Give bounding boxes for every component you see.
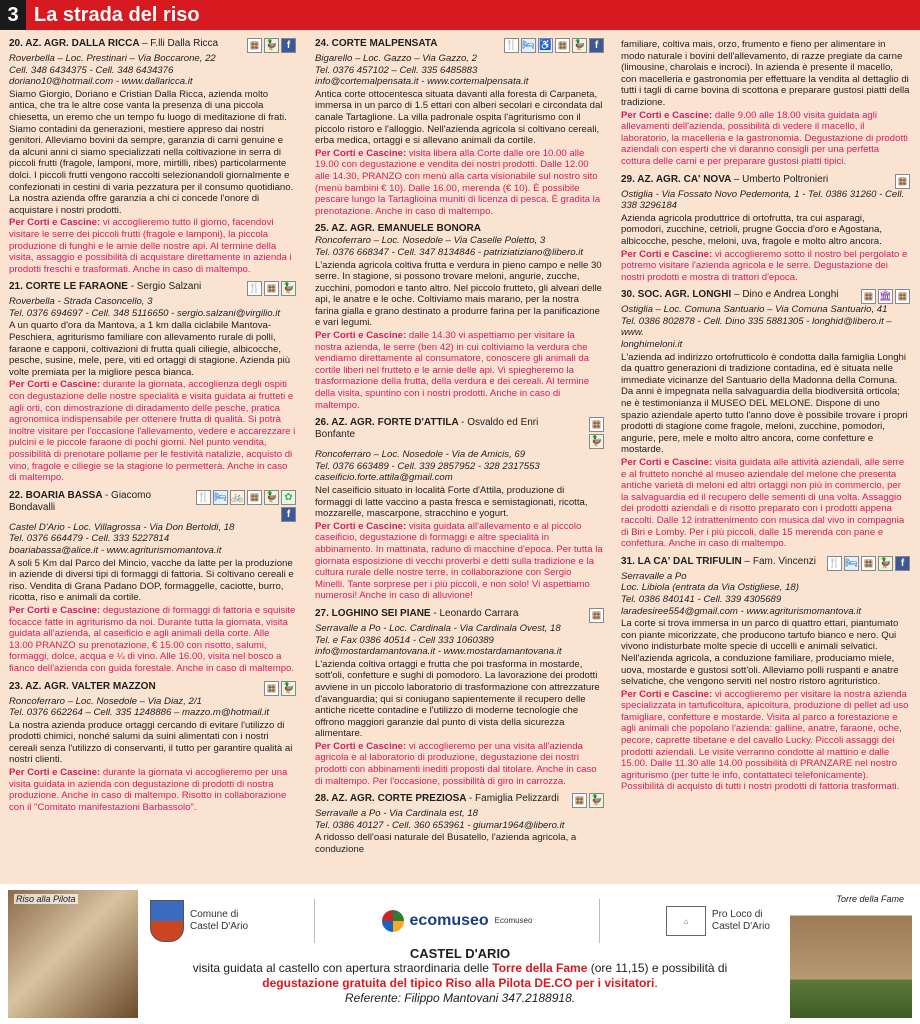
farm-entry <box>315 608 604 787</box>
column-3 <box>621 38 910 878</box>
divider <box>599 899 600 943</box>
farm-description: L'azienda coltiva ortaggi e frutta che poi trasforma in mostarde, sott'oli, confetture e sughi di pomodoro. La lavorazione dei prodotti avviene in un piccolo laboratorio di trasformazione con attrezzature d'avanguardia; qui si coniugano sapientemente il recupero delle antiche ricette contadine e l'utilizzo di moderne tecnologie che offrono maggiori garanzie dal punto di vista della sicurezza alimentare. <box>315 658 600 740</box>
farm-description: La nostra azienda produce ortaggi cercando di evitare l'utilizzo di prodotti chimici, nonché salumi da suini alimentati con i nostri cereali senza l'utilizzo di conservanti, il tutto per garantire qualità ai nostri clienti. <box>9 719 293 766</box>
proloco-label: Pro Loco di Castel D'Ario <box>711 909 770 932</box>
farm-icon: ▦ <box>861 289 876 304</box>
organic-icon: ✿ <box>281 490 296 505</box>
farm-owner: – Dino e Andrea Longhi <box>733 289 839 301</box>
section-number: 3 <box>0 0 26 30</box>
farm-description: Nel caseificio situato in località Forte d'Attila, produzione di formaggi di latte vaccino a pasta fresca e semistagionati, ricotta, mozzarelle, mascarpone, stracchino e yogurt. <box>315 485 588 520</box>
event-program <box>621 249 910 284</box>
farm-address: Roverbella – Loc. Prestinari – Via Boccarone, 22 Cell. 348 6434375 - Cell. 348 6434376 doriano10@hotmail.com - www.dallaricca.it <box>9 53 216 88</box>
farm-entry <box>621 556 910 793</box>
farm-description: A ridosso dell'oasi naturale del Busatello, l'azienda agricola, a conduzione <box>315 832 577 856</box>
farm-name: 24. CORTE MALPENSATA <box>315 38 438 49</box>
facebook-icon[interactable]: f <box>895 556 910 571</box>
farm-icon: ▦ <box>247 38 262 53</box>
farm-address: Ostiglia - Via Fossato Novo Pedemonta, 1 - Tel. 0386 31260 - Cell. 338 3296184 <box>621 188 905 212</box>
farm-name: 28. AZ. AGR. CORTE PREZIOSA <box>315 793 467 805</box>
farm-icon: ▦ <box>589 417 604 432</box>
crest-icon <box>150 900 184 942</box>
farm-icon: ▦ <box>572 793 587 808</box>
entry-header <box>315 608 604 623</box>
event-program-text: dalle 9.00 alle 18.00 visita guidata agli allevamenti dell'azienda, possibilità di vedere il macello, il laboratorio, la macelleria e la gastronomia. Degustazione di prodotti aziendali con esperti che vi daranno consigli per una perfetta cottura delle carni e per preparare gustosi piatti tipici. <box>621 109 908 167</box>
farm-owner: - Giacomo Bondavalli <box>9 489 152 513</box>
duck-icon: 🦆 <box>265 491 278 503</box>
farm-entry <box>315 793 604 855</box>
section-title: La strada del riso <box>34 3 200 26</box>
entry-title <box>315 223 481 235</box>
service-icons <box>827 556 910 571</box>
farm-address: Bigarello – Loc. Gazzo – Via Gazzo, 2 Tel. 0376 457102 – Cell. 335 6485883 info@cortemalpensata.it - www.cortemalpensata.it <box>315 53 529 88</box>
restaurant-icon: 🍴 <box>197 491 210 503</box>
farm-owner: – Umberto Poltronieri <box>733 173 829 185</box>
farm-entry <box>9 281 296 484</box>
photo-caption: Riso alla Pilota <box>16 894 76 904</box>
entry-title <box>9 490 192 514</box>
farm-address: Ostiglia – Loc. Comuna Santuario – Via Comuna Santuario, 41 Tel. 0386 802878 - Cell. Dino 335 5881305 - longhid@libero.it – www. longhimeloni.it <box>621 304 892 351</box>
entry-header <box>315 223 604 235</box>
entry-header <box>9 681 296 696</box>
column-2 <box>315 38 604 878</box>
entry-title <box>315 608 518 620</box>
period: . <box>654 976 658 990</box>
farm-name: 22. BOARIA BASSA <box>9 489 103 501</box>
event-program-label: Per Corti e Cascine: <box>621 457 713 468</box>
entry-title <box>621 556 816 568</box>
entry-header <box>315 38 604 53</box>
event-program <box>9 767 296 813</box>
entry-title <box>621 289 839 301</box>
farm-icon: ▦ <box>589 608 604 623</box>
wheelchair-icon: ♿ <box>539 40 552 51</box>
entry-title <box>621 174 828 186</box>
event-program-text: vi accoglieremo per visitare la nostra azienda specializzata in tartuficoltura, apicoltura, produzione di pellet ad uso famigliare, confetture e mostarde. Visita al parco a forestazione e agli animali che popolano l'azienda: galline, anatre, faraone, oche, pecore, caprette tibetane e del cavallo Lucky. Piccoli assaggi dei prodotti aziendali. Le visite verranno condotte al mattino e dalle 15.00. Dalle 11.30 alle 14.00 possibilità di PRANZARE nel nostro agriturismo (per tutte le info, contattateci telefonicamente). Possibilità di acquisto di tutti i nostri prodotti di fattoria trasformati. <box>621 688 909 793</box>
tower-name: Torre della Fame <box>492 961 588 975</box>
farm-name: 27. LOGHINO SEI PIANE <box>315 607 431 619</box>
farm-name: 26. AZ. AGR. FORTE D'ATTILA <box>315 417 459 429</box>
entry-title <box>315 38 437 50</box>
event-program-label: Per Corti e Cascine: <box>621 109 713 121</box>
farm-icon: ▦ <box>247 490 262 505</box>
event-program <box>9 379 296 483</box>
farm-address: Castel D'Ario - Loc. Villagrossa - Via Don Bertoldi, 18 Tel. 0376 664479 - Cell. 333 5227814 boariabassa@alice.it - www.agriturismomantova.it <box>9 521 235 556</box>
event-program <box>315 330 604 411</box>
farm-name: 21. CORTE LE FARAONE <box>9 281 128 293</box>
restaurant-icon: 🍴 <box>828 557 841 569</box>
service-icons <box>572 793 604 808</box>
ecomuseo-label: ecomuseo <box>409 912 489 929</box>
farm-entry <box>621 289 910 549</box>
service-icons <box>247 281 296 296</box>
entry-header <box>315 793 604 808</box>
ecomuseo-icon <box>382 910 404 932</box>
event-program <box>621 689 910 793</box>
event-program-text: durante la giornata, accoglienza degli ospiti con degustazione delle nostre specialità e visita guidata ai frutteti e agli orti, con dimostrazione di diradamento delle pesche, pratica agronomica indispensabile per ottenere frutta di qualità. Si potrà inoltre visitare per l'occasione l'allevamento, vedere e accarezzare i pulcini e le piccole faraone di pochi giorni. Nel punto vendita, possibilità di prenotare pollame per le festività natalizie, acquisto di vino, fragole e ciliegie se la stagione lo permetterà. Anche in caso di maltempo. <box>9 379 296 484</box>
event-text <box>150 946 770 1006</box>
farm-address: Roverbella - Strada Casoncello, 3 Tel. 0376 694697 - Cell. 348 5116650 - sergio.salzani@virgilio.it <box>9 296 281 319</box>
event-program-text: visita libera alla Corte dalle ore 10.00 alle 19.00 con degustazione e vendita dei nostri prodotti. Dalle 12.00 alle 14.30, PRANZO con menù alla carta visionabile sul nostro sito (menù bambini € 10). Dalle 16.00, merenda (€ 10). È possibile pescare lungo la Tartaglioina muniti di licenza di pesca. È gradita la prenotazione. Anche in caso di maltempo. <box>315 147 601 217</box>
entry-title <box>315 793 559 805</box>
duck-icon: 🦆 <box>590 436 603 448</box>
service-icons <box>264 681 296 696</box>
farm-icon: ▦ <box>861 556 876 571</box>
comune-logo <box>150 900 248 942</box>
farm-address: Serravalle a Po - Via Cardinala est, 18 Tel. 0386 40127 - Cell. 360 653961 - giumar1964@libero.it <box>315 808 565 831</box>
event-program-label: Per Corti e Cascine: <box>315 147 407 159</box>
farm-address: Roncoferraro – Loc. Nosedole - Via de Amicis, 69 Tel. 0376 663489 - Cell. 339 2857952 - 328 2317553 caseificio.forte.attila@gmail.com <box>315 449 540 484</box>
event-program <box>315 521 604 602</box>
farm-entry <box>315 38 604 217</box>
facebook-icon[interactable]: f <box>589 38 604 53</box>
contact-reference: Referente: Filippo Mantovani 347.2188918. <box>344 991 576 1005</box>
entry-header <box>315 417 604 449</box>
farm-description: Antica corte ottocentesca situata davanti alla foresta di Carpaneta, immersa in un parco di 1.5 ettari con alberi secolari e circondata dal canale Tartaglione. La villa padronale ospita l'agriturismo con il piccolo ristoro e l'alloggio. Nell'azienda agricola si coltivano cereali, erba medica, ortaggi e si allevano animali da cortile. <box>315 88 603 147</box>
farm-entry <box>621 39 910 168</box>
farm-description: L'azienda ad indirizzo ortofrutticolo è condotta dalla famiglia Longhi da quattro generazioni di tradizione contadina, ed è situata nelle immediate vicinanze del Santuario della Madonna della Comuna. Da anni è impegnata nella salvaguardia della biodiversità orticola; ne è testimonianza il MUSEO DEL MELONE. Dispone di uno spazio aziendale aperto tutto l'anno dove è possibile trovare i propri prodotti di stagione come fragole, meloni, zucchine, pomodori, angurie, pere, mele e molto altro ancora, come confetture e mostarde. <box>621 351 908 456</box>
event-program-text: dalle 14.30 vi aspettiamo per visitare la nostra azienda, le serre (ben 42) in cui coltiviamo la verdura che vendiamo direttamente al consumatore, conoscere gli animali da cortile liberi nel frutteto e le arnie delle api. Vi spiegheremo la trasformazione della frutta, della verdura e dei cereali. Al termine della visita, spuntino con i nostri prodotti. Anche in caso di maltempo. <box>315 330 590 411</box>
event-program-text: visita guidata alle attività aziendali, alle serre e al frutteto nonché al museo aziendale del melone che presenta antiche varietà di meloni ed altri ortaggi non più in commercio, per la salvaguardia ed il recupero delle sementi di una volta. Assaggio dei prodotti aziendali e di risotto preparato con i prodotti appena raccolti. Dalle 12 intrattenimento con musica dal vivo in compagnia di Biri e Lomby. Per i più piccoli, dalle 15 merenda con pane e confettura. Anche in caso di maltempo. <box>621 457 905 550</box>
event-program-label: Per Corti e Cascine: <box>9 604 101 616</box>
duck-icon: 🦆 <box>282 682 295 694</box>
bike-icon: 🚲 <box>231 491 244 503</box>
farm-address: Roncoferraro – Loc. Nosedole – Via Caselle Poletto, 3 Tel. 0376 668347 - Cell. 347 8134846 - patriziatiziano@libero.it <box>315 235 584 258</box>
farm-name: 25. AZ. AGR. EMANUELE BONORA <box>315 223 481 235</box>
farm-owner: – Fam. Vincenzi <box>744 555 817 567</box>
event-program <box>315 741 604 787</box>
farm-name: 23. AZ. AGR. VALTER MAZZON <box>9 680 156 692</box>
farm-description: familiare, coltiva mais, orzo, frumento e fieno per alimentare in modo naturale i bovini dell'allevamento, di razze pregiate da carne (limousine, charolais e incroci). In azienda è presente il macello, con macelleria e gastronomia per effettuare la vendita al dettaglio di tutti i tagli di carne bovina di scottona e preparare gustosi piatti della tradizione. <box>621 39 910 108</box>
farm-name: 30. SOC. AGR. LONGHI <box>621 289 732 301</box>
event-program <box>315 148 604 218</box>
farm-address: Serravalle a Po - Loc. Cardinala - Via Cardinala Ovest, 18 Tel. e Fax 0386 40514 - Cell 333 1060389 info@mostardamantovana.it - www.mostardamantovana.it <box>315 622 562 658</box>
sponsor-logos <box>150 896 770 946</box>
ecomuseo-logo <box>382 910 533 932</box>
farm-owner: - Sergio Salzani <box>130 281 202 293</box>
event-text-a: visita guidata al castello con apertura straordinaria delle <box>192 961 493 975</box>
castle-icon: ⌂ <box>666 906 706 936</box>
duck-icon: 🦆 <box>879 557 892 569</box>
farm-icon: ▦ <box>264 281 279 296</box>
bed-icon: 🛏 <box>214 491 227 503</box>
event-program-label: Per Corti e Cascine: <box>621 248 713 260</box>
farm-description: Siamo Giorgio, Doriano e Cristian Dalla Ricca, azienda molto antica, che tra le altre cose vanta la presenza di una piccola chiesetta, un eremo che un tempo fu luogo di meditazione di frati. Siamo contadini da generazioni, mestiere appreso dai nostri genitori. Alleviamo bovini da sempre, garanzia di carni genuine e da alcuni anni ci siamo specializzati nella coltivazione in serra di piccoli frutti (fragole, lamponi, more, mirtilli, ribes) particolarmente dolci. I piccoli frutti vengono raccolti selezionandoli giornalmente e confezionati in cestini di varia pezzatura per il consumo quotidiano. La nostra azienda offre garanzia a chi ci concede l'onore di acquistare i nostri prodotti. <box>9 88 294 216</box>
farm-entry <box>621 174 910 284</box>
entry-title <box>9 38 218 50</box>
farm-entry <box>9 38 296 275</box>
event-program <box>9 605 296 675</box>
event-program-label: Per Corti e Cascine: <box>9 217 101 229</box>
service-icons <box>247 38 296 53</box>
comune-label: Comune di Castel D'Ario <box>190 909 249 932</box>
farm-address: Serravalle a Po Loc. Libiola (entrata da Via Ostigliese, 18) Tel. 0386 840141 - Cell. 339 4305689 laradesiree554@gmail.com - www.agriturismomantova.it <box>621 570 862 617</box>
event-program <box>621 110 910 168</box>
duck-icon: 🦆 <box>282 283 295 295</box>
duck-icon: 🦆 <box>573 40 586 51</box>
event-program-label: Per Corti e Cascine: <box>315 740 407 752</box>
farm-name: 29. AZ. AGR. CA' NOVA <box>621 173 731 185</box>
farm-icon: ▦ <box>264 681 279 696</box>
service-icons <box>196 490 296 522</box>
event-program-text: vi accoglieremo tutto il giorno, facendovi visitare le serre dei piccoli frutti (fragole e lamponi), la piccola produzione di funghi e le arnie delle nostre api. Al termine della visita, assaggio e possibilità di acquistare direttamente in azienda i prodotti freschi e trasformati. Anche in caso di maltempo. <box>9 217 292 275</box>
farm-owner: - Famiglia Pelizzardi <box>468 793 559 805</box>
entry-header <box>621 289 910 304</box>
event-program-label: Per Corti e Cascine: <box>621 688 713 700</box>
photo-caption: Torre della Fame <box>836 894 904 904</box>
proloco-logo <box>666 906 770 936</box>
event-text-c: (ore 11,15) e possibilità di <box>587 961 728 975</box>
riso-alla-pilota-photo <box>8 890 138 1018</box>
event-program <box>621 457 910 550</box>
ecomuseo-sublabel: Ecomuseo <box>494 916 533 925</box>
farm-description: A soli 5 Km dal Parco del Mincio, vacche da latte per la produzione in aziende di diversi tipi di formaggi di fattoria. Si coltivano cereali e riso. Vendita di Grana Padano DOP, formaggelle, caciotte, burro, ricotta, riso e animali da cortile. <box>9 557 294 604</box>
event-program-text: visita guidata all'allevamento e al piccolo caseificio, degustazione di formaggi e altre specialità in abbinamento. In mattinata, raduno di macchine d'epoca. Per tutta la giornata esposizione di vecchi proverbi e detti sulla tradizione e la cultura rurale delle nostre terre, in collaborazione con Sergio Minelli. Tante sorprese per i più piccoli, e non solo! Vi aspettiamo numerosi! Anche in caso di alluvione! <box>315 520 603 602</box>
entry-header <box>9 38 296 53</box>
event-footer <box>0 884 920 1024</box>
farm-description: A un quarto d'ora da Mantova, a 1 km dalla ciclabile Mantova-Peschiera, agriturismo familiare con allevamento rurale di polli, faraone e capponi, coltivazioni di frutta quali ciliegie, albicocche, pesche, susine, mele, pere, viti ed ortaggi di stagione. Azienda più volte premiata per la migliore pesca bianca. <box>9 320 291 378</box>
farm-name: 20. AZ. AGR. DALLA RICCA <box>9 38 140 49</box>
farm-owner: - Leonardo Carrara <box>433 607 519 619</box>
event-program-label: Per Corti e Cascine: <box>315 520 407 532</box>
duck-icon: 🦆 <box>265 40 278 51</box>
farm-description: L'azienda agricola coltiva frutta e verdura in pieno campo e nelle 30 serre. In stagione, si possono trovare meloni, angurie, zucche, zucchini, pomodori e tanto altro. Nel piccolo frutteto, gli alveari delle api, le anatre e le oche. Coltiviamo mais marano, per la nostra farina gialla e grano destinato a produrre farina per la panificazione e vari legumi. <box>315 259 602 329</box>
column-1 <box>9 38 296 878</box>
service-icons <box>861 289 910 304</box>
event-title: CASTEL D'ARIO <box>409 946 511 961</box>
page-header <box>0 0 920 30</box>
event-line-1 <box>150 961 770 976</box>
event-program-label: Per Corti e Cascine: <box>9 379 101 391</box>
farm-name: 31. LA CA' DAL TRIFULIN <box>621 555 742 567</box>
farm-icon: ▦ <box>555 38 570 53</box>
farm-entry <box>315 417 604 602</box>
restaurant-icon: 🍴 <box>505 40 518 51</box>
farm-owner: – F.lli Dalla Ricca <box>141 38 219 49</box>
event-program-text: vi accoglieremo sotto il nostro bel pergolato e potremo visitare l'azienda agricola e le serre. Degustazione dei nostri prodotti e mostra di trattori d'epoca. <box>621 248 908 283</box>
bed-icon: 🛏 <box>845 557 858 569</box>
farm-shop-icon: ▦ <box>895 289 910 304</box>
farm-description: Azienda agricola produttrice di ortofrutta, tra cui asparagi, pomodori, zucchine, cetrioli, prugne Goccia d'oro e Agostana, albicocche, pesche, meloni, uva, fragole e molto altro ancora. <box>621 212 883 247</box>
entry-header <box>621 556 910 571</box>
event-program-label: Per Corti e Cascine: <box>9 767 101 779</box>
event-program-text: vi accoglieremo per una visita all'azienda agricola e al laboratorio di produzione, degustazione dei nostri prodotti con abbinamenti inediti proposti dal titolare. Anche in caso di maltempo. Per l'occasione, possibilità di giro in carrozza. <box>315 740 597 787</box>
event-program-text: degustazione di formaggi di fattoria e squisite focacce fatte in agriturismo da noi. Durante tutta la giornata, visita guidata all'azienda, al caseificio e agli animali della corte. Alle 13.00 PRANZO su prenotazione, € 15.00 con risotto, salumi, formaggi, dolce, acqua e ¼ di vino. Alle 16.00, visita nel bosco a fianco dell'azienda con guida forestale. Anche in caso di maltempo. <box>9 604 296 674</box>
bed-icon: 🛏 <box>522 40 535 51</box>
farm-address: Roncoferraro – Loc. Nosedole – Via Diaz, 2/1 Tel. 0376 662264 – Cell. 335 1248886 – mazzo.m@hotmail.it <box>9 695 270 719</box>
museum-icon: 🏛 <box>879 291 892 303</box>
event-program-label: Per Corti e Cascine: <box>315 330 407 342</box>
entry-header <box>9 490 296 522</box>
tasting-text: degustazione gratuita del tipico Riso alla Pilota DE.CO per i visitatori <box>262 976 655 990</box>
farm-entry <box>9 490 296 675</box>
entry-header <box>9 281 296 296</box>
divider <box>314 899 315 943</box>
farm-entry <box>315 223 604 411</box>
event-line-2 <box>150 976 770 991</box>
farm-owner: - Osvaldo ed Enri Bonfante <box>315 417 539 441</box>
service-icons <box>504 38 604 53</box>
farm-entry <box>9 681 296 814</box>
entry-title <box>9 281 201 293</box>
torre-della-fame-photo <box>790 890 912 1018</box>
service-icons <box>589 608 604 623</box>
facebook-icon[interactable]: f <box>281 507 296 522</box>
event-program <box>9 217 296 275</box>
entry-title <box>315 417 569 441</box>
entry-header <box>621 174 910 189</box>
farm-icon: ▦ <box>895 174 910 189</box>
duck-icon: 🦆 <box>590 795 603 807</box>
event-program-text: durante la giornata vi accoglieremo per una visita guidata in azienda con degustazione di prodotti di nostra produzione. Anche in caso di maltempo. Risotto in collaborazione con il "Comitato manifestazioni Barbassolo". <box>9 767 288 813</box>
entry-title <box>9 681 156 693</box>
restaurant-icon: 🍴 <box>248 283 261 295</box>
service-icons <box>895 174 910 189</box>
service-icons <box>573 417 604 449</box>
farm-description: La corte si trova immersa in un parco di quattro ettari, piantumato con piante micorizzate, che producono tartufo bianco e nero. Qui vivono indisturbate molte specie di uccelli e animali selvatici. Nell'azienda agricola, a conduzione familiare, produciamo miele, uova, mostarde e gustosi sott'oli. Alleviamo polli ruspanti e anatre selvatiche, che vengono serviti nel nostro ristoro agrituristico. <box>621 618 899 688</box>
facebook-icon[interactable]: f <box>281 38 296 53</box>
